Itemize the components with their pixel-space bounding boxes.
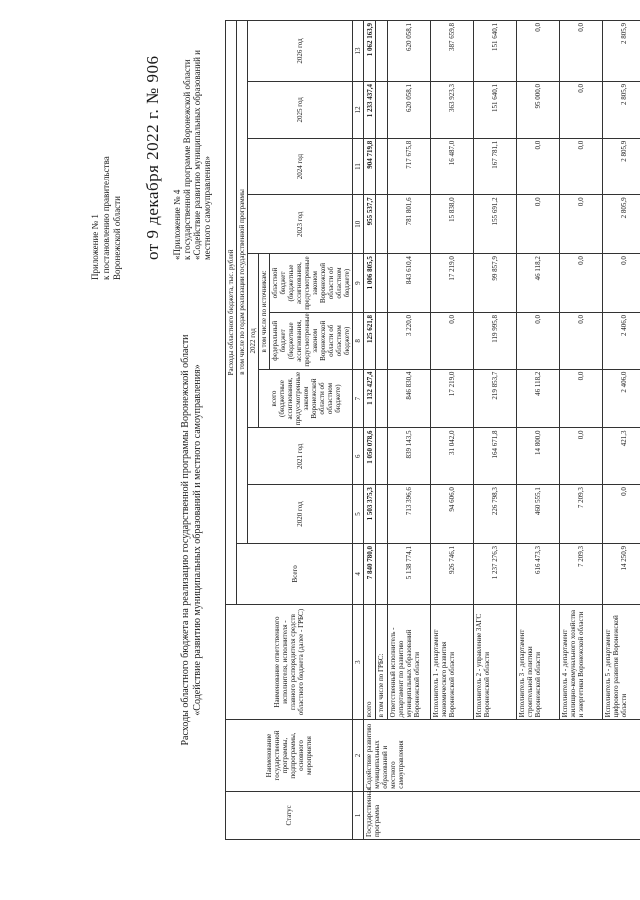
appendix4-line: местного самоуправления» (202, 155, 212, 260)
table-row (388, 21, 431, 840)
value-cell: 167 781,1 (474, 138, 517, 195)
col-num: 8 (353, 312, 364, 369)
value-cell: 1 132 427,4 (364, 369, 376, 428)
value-cell: 0,0 (603, 254, 640, 313)
header-federal: федеральный бюджет (бюджетные ассигнования, предусмотренные законом Воронежской области об областном бюджете) (270, 312, 353, 369)
value-cell: 387 659,8 (431, 21, 474, 82)
appendix-to-decree: к постановлению правительства (101, 156, 111, 280)
value-cell: 0,0 (560, 21, 603, 82)
appendix4-line: «Содействие развитию муниципальных образований и (192, 50, 202, 260)
value-cell (376, 195, 388, 254)
value-cell: 0,0 (517, 138, 560, 195)
col-num: 6 (353, 428, 364, 485)
value-cell: 1 233 437,4 (364, 82, 376, 139)
value-cell: 226 798,3 (474, 485, 517, 544)
value-cell (376, 82, 388, 139)
value-cell: 0,0 (517, 312, 560, 369)
executor-cell: Исполнитель 4 - департамент жилищно-коммунального хозяйства и энергетики Воронежской области (560, 604, 603, 719)
value-cell: 155 691,2 (474, 195, 517, 254)
value-cell: 2 805,9 (603, 21, 640, 82)
value-cell: 620 058,1 (388, 82, 431, 139)
value-cell: 843 610,4 (388, 254, 431, 313)
value-cell: 839 143,5 (388, 428, 431, 485)
value-cell: 1 050 078,6 (364, 428, 376, 485)
table-row (517, 21, 560, 840)
value-cell: 904 719,8 (364, 138, 376, 195)
value-cell: 2 805,9 (603, 195, 640, 254)
value-cell: 99 857,9 (474, 254, 517, 313)
value-cell: 421,3 (603, 428, 640, 485)
value-cell: 219 853,7 (474, 369, 517, 428)
appendix-header (90, 10, 123, 280)
executor-cell: Исполнитель 5 - департамент цифрового развития Воронежской области (603, 604, 640, 719)
header-executor: Наименование ответственного исполнителя, исполнителя - главного распорядителя средств областного бюджета (далее - ГРБС) (226, 604, 353, 719)
value-cell (376, 312, 388, 369)
value-cell: 1 237 276,3 (474, 543, 517, 604)
appendix-number: Приложение № 1 (90, 214, 100, 280)
col-num: 7 (353, 369, 364, 428)
appendix4-line: к государственной программе Воронежской области (182, 59, 192, 260)
header-year: 2022 год (248, 254, 259, 428)
col-num: 3 (353, 604, 364, 719)
table-row (560, 21, 603, 840)
value-cell (376, 21, 388, 82)
header-year: 2023 год (248, 195, 353, 254)
col-num: 4 (353, 543, 364, 604)
col-num: 2 (353, 720, 364, 791)
value-cell: 151 640,1 (474, 82, 517, 139)
executor-cell: в том числе по ГРБС: (376, 604, 388, 719)
value-cell: 7 840 780,0 (364, 543, 376, 604)
col-num: 10 (353, 195, 364, 254)
decree-date-line (143, 56, 163, 260)
value-cell: 2 805,9 (603, 82, 640, 139)
executor-cell: всего (364, 604, 376, 719)
header-2022-total: всего (бюджетные ассигнования, предусмотренные законом Воронежской области об областном бюджете) (259, 369, 353, 428)
table-row (431, 21, 474, 840)
value-cell: 1 062 163,9 (364, 21, 376, 82)
header-year: 2026 год (248, 21, 353, 82)
col-num: 1 (353, 791, 364, 839)
value-cell: 717 675,8 (388, 138, 431, 195)
value-cell: 5 138 774,1 (388, 543, 431, 604)
value-cell (376, 254, 388, 313)
value-cell: 363 923,3 (431, 82, 474, 139)
value-cell: 616 473,3 (517, 543, 560, 604)
number-sign: № (143, 87, 162, 104)
document-title (180, 200, 204, 880)
value-cell (376, 485, 388, 544)
value-cell: 2 805,9 (603, 138, 640, 195)
value-cell: 1 006 805,5 (364, 254, 376, 313)
decree-date: 9 декабря 2022 г. (143, 108, 162, 239)
value-cell: 14 250,9 (603, 543, 640, 604)
col-num: 12 (353, 82, 364, 139)
value-cell: 0,0 (431, 312, 474, 369)
value-cell: 0,0 (560, 138, 603, 195)
value-cell: 926 746,1 (431, 543, 474, 604)
col-num: 11 (353, 138, 364, 195)
header-year: 2024 год (248, 138, 353, 195)
title-line: Расходы областного бюджета на реализацию государственной программы Воронежской области (180, 334, 191, 746)
header-row (226, 21, 237, 840)
value-cell (376, 543, 388, 604)
table-row (376, 21, 388, 840)
decree-number: 906 (143, 55, 162, 83)
header-by-years: в том числе по годам реализации государственной программы (237, 21, 248, 544)
col-num: 13 (353, 21, 364, 82)
expenses-table (225, 20, 640, 840)
value-cell: 17 219,0 (431, 369, 474, 428)
appendix4-line: «Приложение № 4 (172, 189, 182, 260)
value-cell: 781 801,6 (388, 195, 431, 254)
date-prefix: от (143, 243, 162, 260)
expenses-table-wrap (225, 20, 640, 840)
value-cell: 460 555,1 (517, 485, 560, 544)
value-cell (376, 369, 388, 428)
value-cell: 620 058,1 (388, 21, 431, 82)
value-cell: 2 406,0 (603, 369, 640, 428)
value-cell: 955 537,7 (364, 195, 376, 254)
col-num: 5 (353, 485, 364, 544)
value-cell: 0,0 (560, 369, 603, 428)
value-cell: 7 209,3 (560, 485, 603, 544)
executor-cell: Ответственный исполнитель - департамент по развитию муниципальных образований Воронежской области (388, 604, 431, 719)
table-body (364, 21, 640, 840)
value-cell: 151 640,1 (474, 21, 517, 82)
header-total: Всего (237, 543, 353, 604)
header-year: 2020 год (248, 485, 353, 544)
value-cell: 0,0 (560, 312, 603, 369)
value-cell: 1 503 375,3 (364, 485, 376, 544)
value-cell: 0,0 (517, 21, 560, 82)
executor-cell: Исполнитель 1 - департамент экономического развития Воронежской области (431, 604, 474, 719)
value-cell: 0,0 (517, 195, 560, 254)
value-cell: 0,0 (560, 195, 603, 254)
value-cell: 2 406,0 (603, 312, 640, 369)
program-name-cell: Содействие развитию муниципальных образований и местного самоуправления (364, 720, 640, 791)
value-cell: 94 606,0 (431, 485, 474, 544)
col-num: 9 (353, 254, 364, 313)
appendix-region: Воронежской области (112, 196, 122, 280)
value-cell: 0,0 (560, 428, 603, 485)
column-number-row (353, 21, 364, 840)
header-expenses: Расходы областного бюджета, тыс. рублей (226, 21, 237, 605)
header-year: 2021 год (248, 428, 353, 485)
value-cell: 16 487,0 (431, 138, 474, 195)
table-row (474, 21, 517, 840)
value-cell: 3 220,0 (388, 312, 431, 369)
title-line: «Содействие развитию муниципальных образований и местного самоуправления» (192, 364, 203, 716)
value-cell: 125 621,8 (364, 312, 376, 369)
value-cell: 14 800,0 (517, 428, 560, 485)
value-cell (376, 138, 388, 195)
header-status: Статус (226, 791, 353, 839)
value-cell: 17 219,0 (431, 254, 474, 313)
status-cell: Государственная программа (364, 791, 640, 839)
value-cell: 713 396,6 (388, 485, 431, 544)
table-row (603, 21, 640, 840)
value-cell: 0,0 (560, 82, 603, 139)
header-program: Наименование государственной программы, подпрограммы, основного мероприятия (226, 720, 353, 791)
value-cell: 46 118,2 (517, 254, 560, 313)
value-cell: 7 209,3 (560, 543, 603, 604)
value-cell: 95 000,0 (517, 82, 560, 139)
value-cell: 119 995,8 (474, 312, 517, 369)
value-cell: 46 118,2 (517, 369, 560, 428)
header-year: 2025 год (248, 82, 353, 139)
table-row (364, 21, 376, 840)
value-cell: 0,0 (560, 254, 603, 313)
value-cell: 31 042,0 (431, 428, 474, 485)
value-cell: 15 838,0 (431, 195, 474, 254)
value-cell: 0,0 (603, 485, 640, 544)
header-sources: в том числе по источникам: (259, 254, 270, 369)
value-cell (376, 428, 388, 485)
header-regional: областной бюджет (бюджетные ассигнования, предусмотренные законом Воронежской области об областном бюджете) (270, 254, 353, 313)
executor-cell: Исполнитель 3 - департамент строительной политики Воронежской области (517, 604, 560, 719)
executor-cell: Исполнитель 2 - управление ЗАГС Воронежской области (474, 604, 517, 719)
value-cell: 164 671,8 (474, 428, 517, 485)
value-cell: 846 830,4 (388, 369, 431, 428)
